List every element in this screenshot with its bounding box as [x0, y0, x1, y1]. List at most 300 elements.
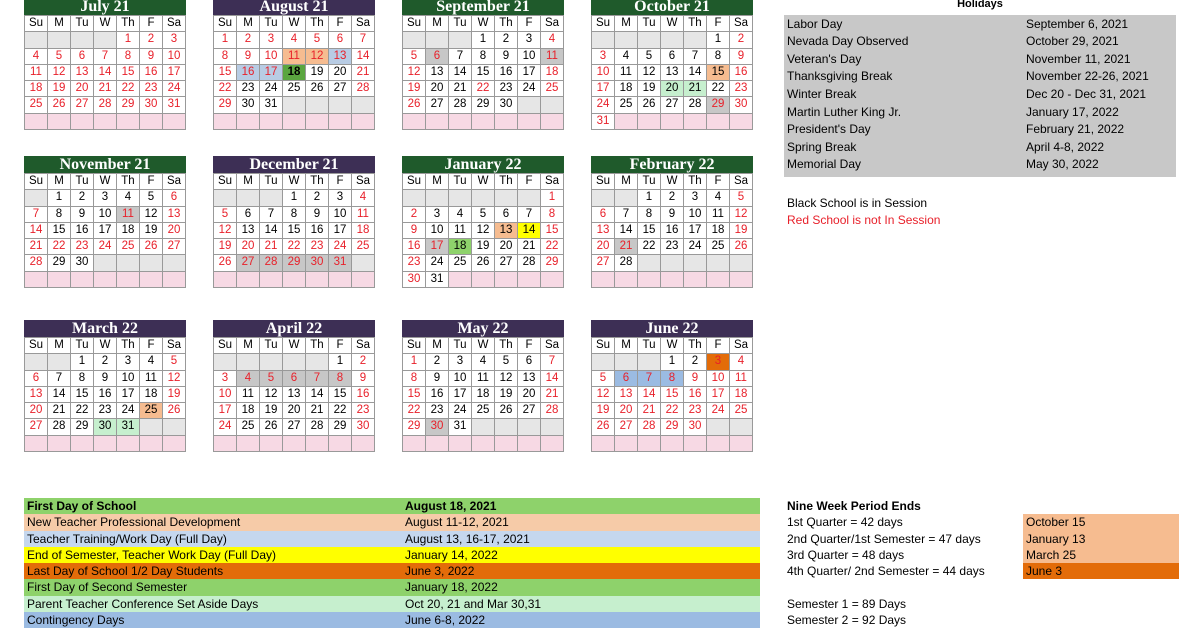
day-cell: 23 — [661, 239, 684, 255]
empty-cell — [472, 272, 495, 288]
day-cell: 21 — [518, 239, 541, 255]
month-title: December 21 — [213, 156, 375, 173]
quarter-label: 1st Quarter = 42 days — [787, 515, 903, 530]
day-cell: 24 — [329, 239, 352, 255]
day-cell: 14 — [684, 65, 707, 81]
empty-cell — [283, 436, 306, 452]
day-cell: 18 — [237, 403, 260, 419]
quarter-end-date: January 13 — [1023, 531, 1179, 547]
day-cell: 16 — [426, 387, 449, 403]
empty-cell — [117, 114, 140, 130]
month-title: November 21 — [24, 156, 186, 173]
key-date-row — [24, 531, 760, 547]
day-cell: 27 — [426, 97, 449, 113]
day-cell: 26 — [48, 97, 71, 113]
empty-cell — [449, 32, 472, 48]
weekday-header: Sa — [730, 338, 753, 354]
holidays-table — [784, 15, 1176, 177]
empty-cell — [283, 354, 306, 370]
day-cell: 19 — [472, 239, 495, 255]
quarter-row — [787, 531, 1179, 547]
day-cell: 29 — [661, 419, 684, 435]
empty-cell — [48, 114, 71, 130]
weekday-header: W — [283, 174, 306, 190]
day-cell: 7 — [638, 371, 661, 387]
empty-cell — [237, 354, 260, 370]
day-cell: 9 — [94, 371, 117, 387]
day-cell: 16 — [237, 65, 260, 81]
day-cell: 30 — [730, 97, 753, 113]
day-cell: 20 — [71, 81, 94, 97]
day-cell: 15 — [71, 387, 94, 403]
quarter-label: 2nd Quarter/1st Semester = 47 days — [787, 531, 981, 546]
day-cell: 8 — [48, 207, 71, 223]
holiday-name: Spring Break — [787, 139, 857, 154]
day-cell: 1 — [71, 354, 94, 370]
day-cell: 7 — [94, 49, 117, 65]
empty-cell — [352, 114, 375, 130]
day-cell: 13 — [661, 65, 684, 81]
day-cell: 6 — [237, 207, 260, 223]
empty-cell — [117, 436, 140, 452]
day-cell: 17 — [426, 239, 449, 255]
nine-week-panel — [787, 498, 1179, 628]
empty-cell — [426, 32, 449, 48]
day-cell: 3 — [592, 49, 615, 65]
day-cell: 13 — [518, 371, 541, 387]
day-cell: 15 — [117, 65, 140, 81]
day-cell: 8 — [472, 49, 495, 65]
day-cell: 4 — [730, 354, 753, 370]
day-cell: 22 — [707, 81, 730, 97]
month-days — [402, 173, 564, 288]
day-cell: 15 — [472, 65, 495, 81]
day-cell: 3 — [260, 32, 283, 48]
day-cell: 16 — [661, 223, 684, 239]
day-cell: 30 — [71, 255, 94, 271]
day-cell: 8 — [403, 371, 426, 387]
day-cell: 20 — [329, 65, 352, 81]
quarter-end-date: October 15 — [1023, 514, 1179, 530]
day-cell: 27 — [25, 419, 48, 435]
empty-cell — [48, 436, 71, 452]
empty-cell — [117, 272, 140, 288]
empty-cell — [71, 114, 94, 130]
weekday-header: M — [615, 174, 638, 190]
day-cell: 1 — [329, 354, 352, 370]
empty-cell — [541, 436, 564, 452]
holiday-row — [784, 86, 1176, 104]
key-date-label: Contingency Days — [27, 613, 125, 628]
day-cell: 17 — [518, 65, 541, 81]
day-cell: 9 — [684, 371, 707, 387]
day-cell: 14 — [306, 387, 329, 403]
holiday-date: January 17, 2022 — [1026, 104, 1119, 119]
day-cell: 9 — [140, 49, 163, 65]
day-cell: 15 — [214, 65, 237, 81]
empty-cell — [472, 114, 495, 130]
day-cell: 13 — [426, 65, 449, 81]
empty-cell — [518, 114, 541, 130]
day-cell: 20 — [163, 223, 186, 239]
day-cell: 26 — [403, 97, 426, 113]
day-cell: 27 — [661, 97, 684, 113]
day-cell: 22 — [283, 239, 306, 255]
weekday-header: Su — [214, 174, 237, 190]
day-cell: 5 — [306, 32, 329, 48]
empty-cell — [707, 272, 730, 288]
day-cell: 9 — [661, 207, 684, 223]
key-date-label: First Day of School — [27, 499, 137, 513]
day-cell: 25 — [352, 239, 375, 255]
key-date-label: New Teacher Professional Development — [27, 515, 241, 530]
key-date-value: August 13, 16-17, 2021 — [405, 531, 530, 546]
day-cell: 1 — [403, 354, 426, 370]
weekday-header: M — [48, 338, 71, 354]
day-cell: 25 — [283, 81, 306, 97]
day-cell: 22 — [117, 81, 140, 97]
day-cell: 28 — [684, 97, 707, 113]
day-cell: 24 — [117, 403, 140, 419]
day-cell: 14 — [541, 371, 564, 387]
key-date-value: Oct 20, 21 and Mar 30,31 — [405, 596, 542, 611]
empty-cell — [684, 32, 707, 48]
day-cell: 23 — [426, 403, 449, 419]
day-cell: 23 — [352, 403, 375, 419]
day-cell: 9 — [495, 49, 518, 65]
empty-cell — [426, 436, 449, 452]
month-days — [591, 173, 753, 288]
day-cell: 27 — [163, 239, 186, 255]
empty-cell — [449, 436, 472, 452]
day-cell: 1 — [472, 32, 495, 48]
day-cell: 25 — [25, 97, 48, 113]
day-cell: 8 — [638, 207, 661, 223]
month-october-21 — [591, 0, 753, 130]
month-days — [213, 337, 375, 452]
empty-cell — [283, 272, 306, 288]
day-cell: 14 — [449, 65, 472, 81]
holiday-name: Nevada Day Observed — [787, 34, 909, 49]
weekday-header: Th — [495, 16, 518, 32]
key-date-value: June 6-8, 2022 — [405, 613, 486, 628]
day-cell: 8 — [661, 371, 684, 387]
nine-week-title: Nine Week Period Ends — [787, 499, 921, 513]
day-cell: 9 — [237, 49, 260, 65]
month-title: March 22 — [24, 320, 186, 337]
day-cell: 21 — [94, 81, 117, 97]
day-cell: 25 — [449, 255, 472, 271]
weekday-header: Th — [306, 16, 329, 32]
day-cell: 23 — [730, 81, 753, 97]
empty-cell — [615, 114, 638, 130]
day-cell: 29 — [48, 255, 71, 271]
day-cell: 21 — [48, 403, 71, 419]
day-cell: 4 — [352, 190, 375, 206]
day-cell: 5 — [140, 190, 163, 206]
holiday-name: Memorial Day — [787, 157, 862, 172]
day-cell: 7 — [48, 371, 71, 387]
day-cell: 21 — [615, 239, 638, 255]
key-date-value: January 14, 2022 — [405, 547, 498, 562]
day-cell: 25 — [140, 403, 163, 419]
day-cell: 4 — [449, 207, 472, 223]
day-cell: 16 — [403, 239, 426, 255]
empty-cell — [71, 436, 94, 452]
day-cell: 6 — [426, 49, 449, 65]
weekday-header: M — [237, 174, 260, 190]
empty-cell — [329, 114, 352, 130]
empty-cell — [661, 255, 684, 271]
day-cell: 15 — [638, 223, 661, 239]
day-cell: 26 — [163, 403, 186, 419]
day-cell: 22 — [541, 239, 564, 255]
day-cell: 25 — [730, 403, 753, 419]
day-cell: 20 — [237, 239, 260, 255]
weekday-header: Th — [117, 338, 140, 354]
key-date-value: August 11-12, 2021 — [405, 515, 509, 530]
quarter-row — [787, 563, 1179, 579]
month-title: February 22 — [591, 156, 753, 173]
holiday-date: November 11, 2021 — [1026, 51, 1131, 66]
weekday-header: Sa — [352, 16, 375, 32]
month-april-22 — [213, 320, 375, 452]
empty-cell — [260, 190, 283, 206]
day-cell: 1 — [661, 354, 684, 370]
empty-cell — [472, 436, 495, 452]
quarter-end-date: March 25 — [1023, 547, 1179, 563]
weekday-header: F — [707, 338, 730, 354]
empty-cell — [730, 436, 753, 452]
weekday-header: Su — [25, 16, 48, 32]
day-cell: 3 — [329, 190, 352, 206]
day-cell: 5 — [472, 207, 495, 223]
empty-cell — [449, 190, 472, 206]
day-cell: 5 — [48, 49, 71, 65]
day-cell: 17 — [707, 387, 730, 403]
empty-cell — [48, 32, 71, 48]
day-cell: 15 — [541, 223, 564, 239]
day-cell: 2 — [352, 354, 375, 370]
day-cell: 12 — [403, 65, 426, 81]
day-cell: 24 — [94, 239, 117, 255]
day-cell: 9 — [306, 207, 329, 223]
empty-cell — [707, 419, 730, 435]
day-cell: 31 — [163, 97, 186, 113]
empty-cell — [518, 436, 541, 452]
empty-cell — [638, 436, 661, 452]
empty-cell — [730, 272, 753, 288]
day-cell: 9 — [730, 49, 753, 65]
weekday-header: M — [426, 174, 449, 190]
empty-cell — [237, 272, 260, 288]
holiday-row — [784, 139, 1176, 157]
day-cell: 27 — [592, 255, 615, 271]
day-cell: 19 — [403, 81, 426, 97]
day-cell: 12 — [730, 207, 753, 223]
day-cell: 8 — [541, 207, 564, 223]
day-cell: 25 — [541, 81, 564, 97]
day-cell: 26 — [638, 97, 661, 113]
day-cell: 4 — [140, 354, 163, 370]
weekday-header: Tu — [449, 16, 472, 32]
month-days — [213, 173, 375, 288]
day-cell: 17 — [94, 223, 117, 239]
weekday-header: Su — [592, 16, 615, 32]
holiday-row — [784, 51, 1176, 69]
day-cell: 11 — [25, 65, 48, 81]
day-cell: 1 — [707, 32, 730, 48]
day-cell: 12 — [163, 371, 186, 387]
empty-cell — [592, 190, 615, 206]
day-cell: 28 — [260, 255, 283, 271]
day-cell: 5 — [163, 354, 186, 370]
month-days — [591, 15, 753, 130]
day-cell: 13 — [615, 387, 638, 403]
empty-cell — [472, 419, 495, 435]
empty-cell — [71, 272, 94, 288]
day-cell: 6 — [25, 371, 48, 387]
day-cell: 7 — [541, 354, 564, 370]
empty-cell — [329, 436, 352, 452]
day-cell: 3 — [214, 371, 237, 387]
weekday-header: Tu — [638, 174, 661, 190]
weekday-header: Su — [403, 174, 426, 190]
empty-cell — [306, 114, 329, 130]
day-cell: 25 — [615, 97, 638, 113]
day-cell: 16 — [71, 223, 94, 239]
day-cell: 13 — [329, 49, 352, 65]
empty-cell — [495, 419, 518, 435]
empty-cell — [592, 272, 615, 288]
day-cell: 18 — [707, 223, 730, 239]
empty-cell — [352, 436, 375, 452]
day-cell: 20 — [25, 403, 48, 419]
key-date-row — [24, 612, 760, 628]
day-cell: 1 — [283, 190, 306, 206]
holiday-row — [784, 156, 1176, 174]
month-november-21 — [24, 156, 186, 288]
key-date-label: End of Semester, Teacher Work Day (Full Day) — [27, 547, 276, 562]
day-cell: 19 — [495, 387, 518, 403]
quarter-label: 3rd Quarter = 48 days — [787, 547, 905, 562]
day-cell: 12 — [592, 387, 615, 403]
weekday-header: M — [237, 16, 260, 32]
quarter-label: 4th Quarter/ 2nd Semester = 44 days — [787, 564, 985, 579]
day-cell: 29 — [541, 255, 564, 271]
day-cell: 24 — [684, 239, 707, 255]
weekday-header: Tu — [638, 16, 661, 32]
day-cell: 7 — [306, 371, 329, 387]
empty-cell — [426, 114, 449, 130]
day-cell: 21 — [684, 81, 707, 97]
empty-cell — [615, 190, 638, 206]
holiday-name: Labor Day — [787, 16, 843, 31]
day-cell: 23 — [71, 239, 94, 255]
month-title: August 21 — [213, 0, 375, 15]
day-cell: 2 — [140, 32, 163, 48]
day-cell: 10 — [592, 65, 615, 81]
day-cell: 16 — [94, 387, 117, 403]
empty-cell — [615, 32, 638, 48]
day-cell: 7 — [518, 207, 541, 223]
empty-cell — [306, 436, 329, 452]
day-cell: 16 — [306, 223, 329, 239]
day-cell: 1 — [214, 32, 237, 48]
day-cell: 21 — [352, 65, 375, 81]
empty-cell — [94, 255, 117, 271]
empty-cell — [518, 190, 541, 206]
month-days — [24, 173, 186, 288]
month-march-22 — [24, 320, 186, 452]
month-december-21 — [213, 156, 375, 288]
weekday-header: Sa — [163, 338, 186, 354]
day-cell: 2 — [94, 354, 117, 370]
day-cell: 3 — [426, 207, 449, 223]
weekday-header: Tu — [71, 174, 94, 190]
month-title: July 21 — [24, 0, 186, 15]
empty-cell — [214, 114, 237, 130]
holiday-row — [784, 33, 1176, 51]
day-cell: 27 — [283, 419, 306, 435]
day-cell: 7 — [25, 207, 48, 223]
day-cell: 14 — [94, 65, 117, 81]
day-cell: 6 — [283, 371, 306, 387]
day-cell: 10 — [684, 207, 707, 223]
spacer — [787, 579, 1179, 595]
empty-cell — [403, 190, 426, 206]
weekday-header: Tu — [449, 174, 472, 190]
day-cell: 9 — [426, 371, 449, 387]
day-cell: 21 — [638, 403, 661, 419]
month-days — [24, 15, 186, 130]
empty-cell — [661, 272, 684, 288]
day-cell: 24 — [163, 81, 186, 97]
holiday-name: President's Day — [787, 122, 871, 137]
day-cell: 26 — [472, 255, 495, 271]
day-cell: 28 — [25, 255, 48, 271]
day-cell: 14 — [638, 387, 661, 403]
weekday-header: W — [472, 16, 495, 32]
month-july-21 — [24, 0, 186, 130]
day-cell: 19 — [48, 81, 71, 97]
day-cell: 2 — [661, 190, 684, 206]
weekday-header: Th — [684, 174, 707, 190]
day-cell: 15 — [48, 223, 71, 239]
key-date-label: Teacher Training/Work Day (Full Day) — [27, 531, 227, 546]
weekday-header: F — [707, 16, 730, 32]
day-cell: 10 — [449, 371, 472, 387]
day-cell: 28 — [94, 97, 117, 113]
empty-cell — [25, 190, 48, 206]
holiday-date: April 4-8, 2022 — [1026, 139, 1105, 154]
weekday-header: F — [140, 174, 163, 190]
key-date-value: August 18, 2021 — [405, 499, 497, 513]
day-cell: 2 — [71, 190, 94, 206]
day-cell: 23 — [495, 81, 518, 97]
day-cell: 18 — [140, 387, 163, 403]
empty-cell — [283, 97, 306, 113]
day-cell: 26 — [214, 255, 237, 271]
weekday-header: Tu — [71, 16, 94, 32]
weekday-header: Su — [214, 338, 237, 354]
day-cell: 14 — [260, 223, 283, 239]
weekday-header: F — [329, 174, 352, 190]
empty-cell — [48, 272, 71, 288]
day-cell: 25 — [472, 403, 495, 419]
weekday-header: Tu — [260, 338, 283, 354]
day-cell: 27 — [237, 255, 260, 271]
